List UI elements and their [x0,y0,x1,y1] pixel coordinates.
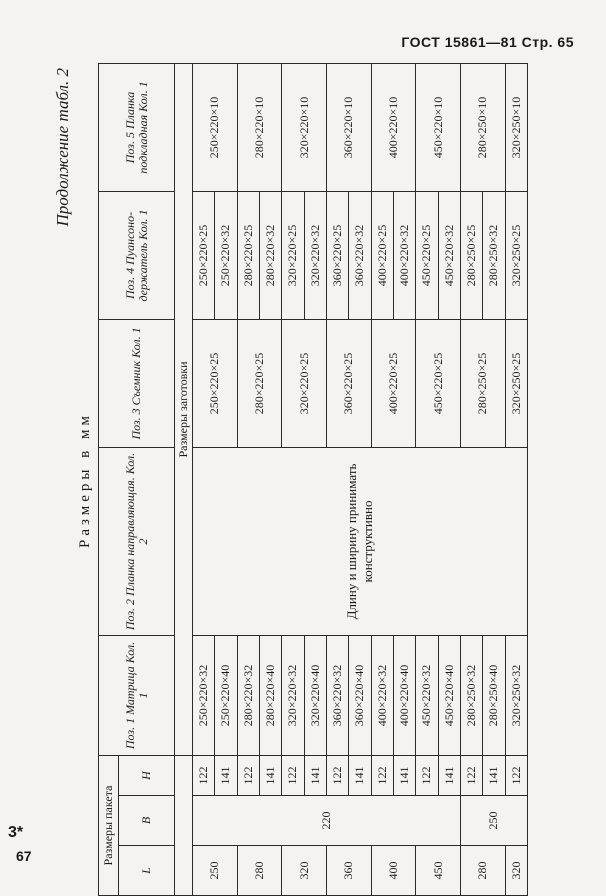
cell-pos4: 280×250×25 [460,191,482,319]
cell-pos3: 320×250×25 [505,319,527,447]
units-title: Размеры в мм [77,412,93,549]
page-number: 67 [16,848,32,864]
dimensions-table [98,63,528,896]
cell-H: 122 [193,755,215,795]
cell-pos2-note: Длину и ширину принимать конструктивно [193,447,528,635]
cell-pos1: 360×220×32 [326,635,348,755]
cell-H: 141 [259,755,281,795]
page-header: ГОСТ 15861—81 Стр. 65 [401,34,574,50]
table-body [193,63,528,895]
cell-L: 450 [416,846,461,896]
cell-L: 320 [505,846,527,896]
col-L-header: L [119,846,175,896]
cell-H: 122 [460,755,482,795]
cell-pos3: 250×220×25 [193,319,238,447]
cell-pos4: 400×220×25 [371,191,393,319]
cell-H: 122 [282,755,304,795]
cell-H: 122 [416,755,438,795]
table-row [193,63,215,895]
cell-pos3: 280×220×25 [237,319,282,447]
pos4-header: Поз. 4 Пуансоно-держатель Кол. 1 [99,191,175,319]
cell-H: 141 [304,755,326,795]
cell-pos1: 320×250×32 [505,635,527,755]
cell-H: 141 [215,755,237,795]
cell-B: 220 [193,796,461,846]
cell-H: 122 [505,755,527,795]
cell-pos1: 280×220×32 [237,635,259,755]
cell-pos3: 450×220×25 [416,319,461,447]
table-continuation-title: Продолжение табл. 2 [53,68,72,227]
corner-mark: 3* [8,824,24,841]
cell-pos4: 450×220×25 [416,191,438,319]
cell-L: 360 [326,846,371,896]
cell-pos4: 280×220×25 [237,191,259,319]
cell-L: 250 [193,846,238,896]
cell-pos4: 360×220×32 [349,191,371,319]
cell-pos5: 320×250×10 [505,63,527,191]
cell-H: 122 [237,755,259,795]
cell-H: 122 [371,755,393,795]
cell-pos5: 250×220×10 [193,63,238,191]
cell-L: 280 [460,846,505,896]
cell-B: 250 [460,796,527,846]
cell-L: 280 [237,846,282,896]
cell-pos5: 360×220×10 [326,63,371,191]
cell-H: 141 [438,755,460,795]
cell-pos5: 280×220×10 [237,63,282,191]
cell-pos5: 450×220×10 [416,63,461,191]
cell-H: 122 [326,755,348,795]
package-size-header: Размеры пакета [99,755,119,895]
cell-H: 141 [393,755,415,795]
pos2-header: Поз. 2 Планка направляющая. Кол. 2 [99,447,175,635]
col-H-header: H [119,755,175,795]
cell-pos3: 360×220×25 [326,319,371,447]
cell-pos1: 320×220×40 [304,635,326,755]
cell-pos1: 280×250×32 [460,635,482,755]
cell-pos1: 450×220×40 [438,635,460,755]
cell-pos4: 250×220×25 [193,191,215,319]
cell-pos4: 280×220×32 [259,191,281,319]
pos1-header: Поз. 1 Матрица Кол. 1 [99,635,175,755]
cell-pos4: 320×220×32 [304,191,326,319]
cell-pos4: 320×250×25 [505,191,527,319]
cell-pos1: 360×220×40 [349,635,371,755]
cell-pos3: 400×220×25 [371,319,416,447]
cell-pos5: 400×220×10 [371,63,416,191]
cell-pos1: 280×250×40 [483,635,505,755]
blank-size-subheader: Размеры заготовки [175,63,193,755]
cell-pos1: 250×220×32 [193,635,215,755]
cell-pos4: 280×250×32 [483,191,505,319]
cell-L: 400 [371,846,416,896]
pos5-header: Поз. 5 Планка подкладная Кол. 1 [99,63,175,191]
cell-H: 141 [483,755,505,795]
cell-pos1: 320×220×32 [282,635,304,755]
col-B-header: B [119,796,175,846]
rotated-table-block [52,64,530,896]
cell-pos1: 250×220×40 [215,635,237,755]
pos3-header: Поз. 3 Съемник Кол. 1 [99,319,175,447]
cell-pos5: 280×250×10 [460,63,505,191]
cell-pos1: 400×220×32 [371,635,393,755]
cell-pos1: 450×220×32 [416,635,438,755]
cell-pos4: 400×220×32 [393,191,415,319]
cell-pos1: 280×220×40 [259,635,281,755]
cell-pos5: 320×220×10 [282,63,327,191]
cell-pos4: 320×220×25 [282,191,304,319]
cell-pos3: 320×220×25 [282,319,327,447]
cell-pos3: 280×250×25 [460,319,505,447]
cell-L: 320 [282,846,327,896]
cell-H: 141 [349,755,371,795]
cell-pos4: 360×220×25 [326,191,348,319]
cell-pos1: 400×220×40 [393,635,415,755]
cell-pos4: 250×220×32 [215,191,237,319]
cell-pos4: 450×220×32 [438,191,460,319]
